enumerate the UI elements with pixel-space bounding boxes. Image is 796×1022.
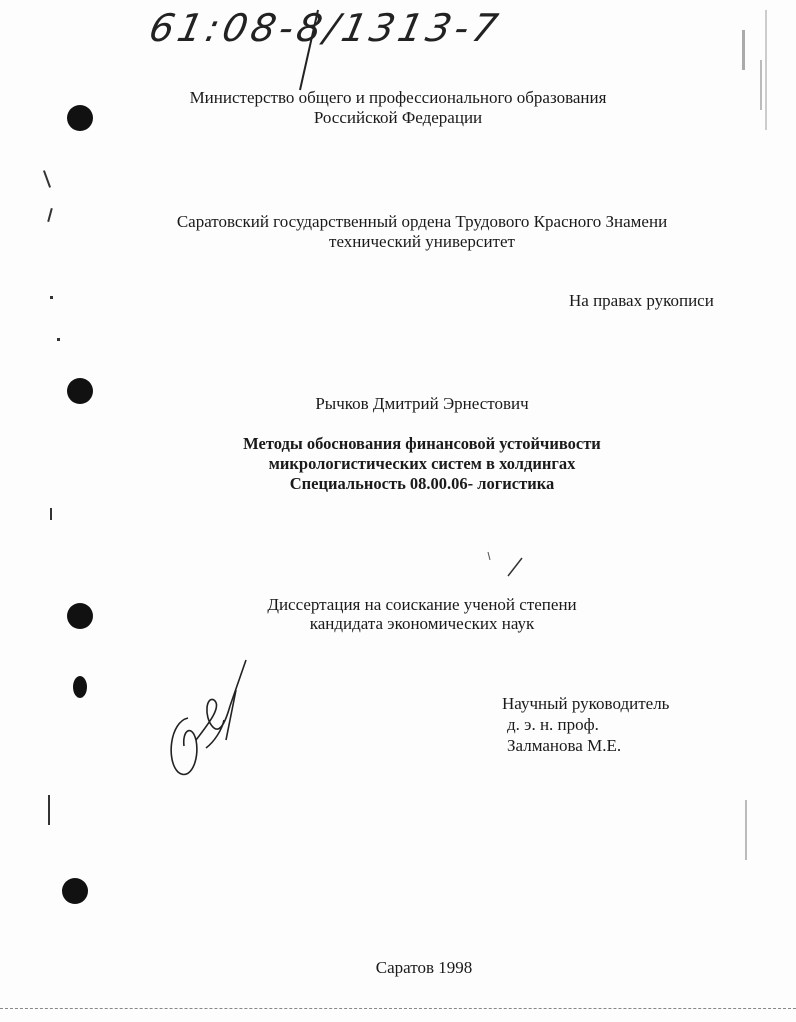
manuscript-rights: На правах рукописи (569, 291, 714, 310)
supervisor-label: Научный руководитель (502, 694, 670, 713)
title-line-1: Методы обоснования финансовой устойчивости (243, 434, 601, 453)
author-name: Рычков Дмитрий Эрнестович (315, 394, 529, 413)
archive-slash-mark (300, 10, 318, 90)
supervisor-degree: д. э. н. проф. (507, 715, 599, 734)
title-line-2: микрологистических систем в холдингах (268, 454, 576, 473)
degree-line-1: Диссертация на соискание ученой степени (267, 595, 577, 614)
university-line-2: технический университет (329, 232, 515, 251)
supervisor-name: Залманова М.Е. (507, 736, 622, 755)
city-year: Саратов 1998 (375, 958, 473, 977)
pen-tick-mark (508, 558, 522, 576)
archive-number: 61:08-8/1313-7 (145, 6, 506, 50)
pen-dot-mark (488, 552, 490, 560)
ministry-line-1: Министерство общего и профессионального образования (189, 88, 607, 107)
university-line-1: Саратовский государственный ордена Трудового Красного Знамени (176, 212, 668, 231)
specialty-line: Специальность 08.00.06- логистика (289, 474, 555, 493)
ministry-line-2: Российской Федерации (313, 108, 483, 127)
degree-line-2: кандидата экономических наук (309, 614, 535, 633)
signature (171, 660, 246, 774)
